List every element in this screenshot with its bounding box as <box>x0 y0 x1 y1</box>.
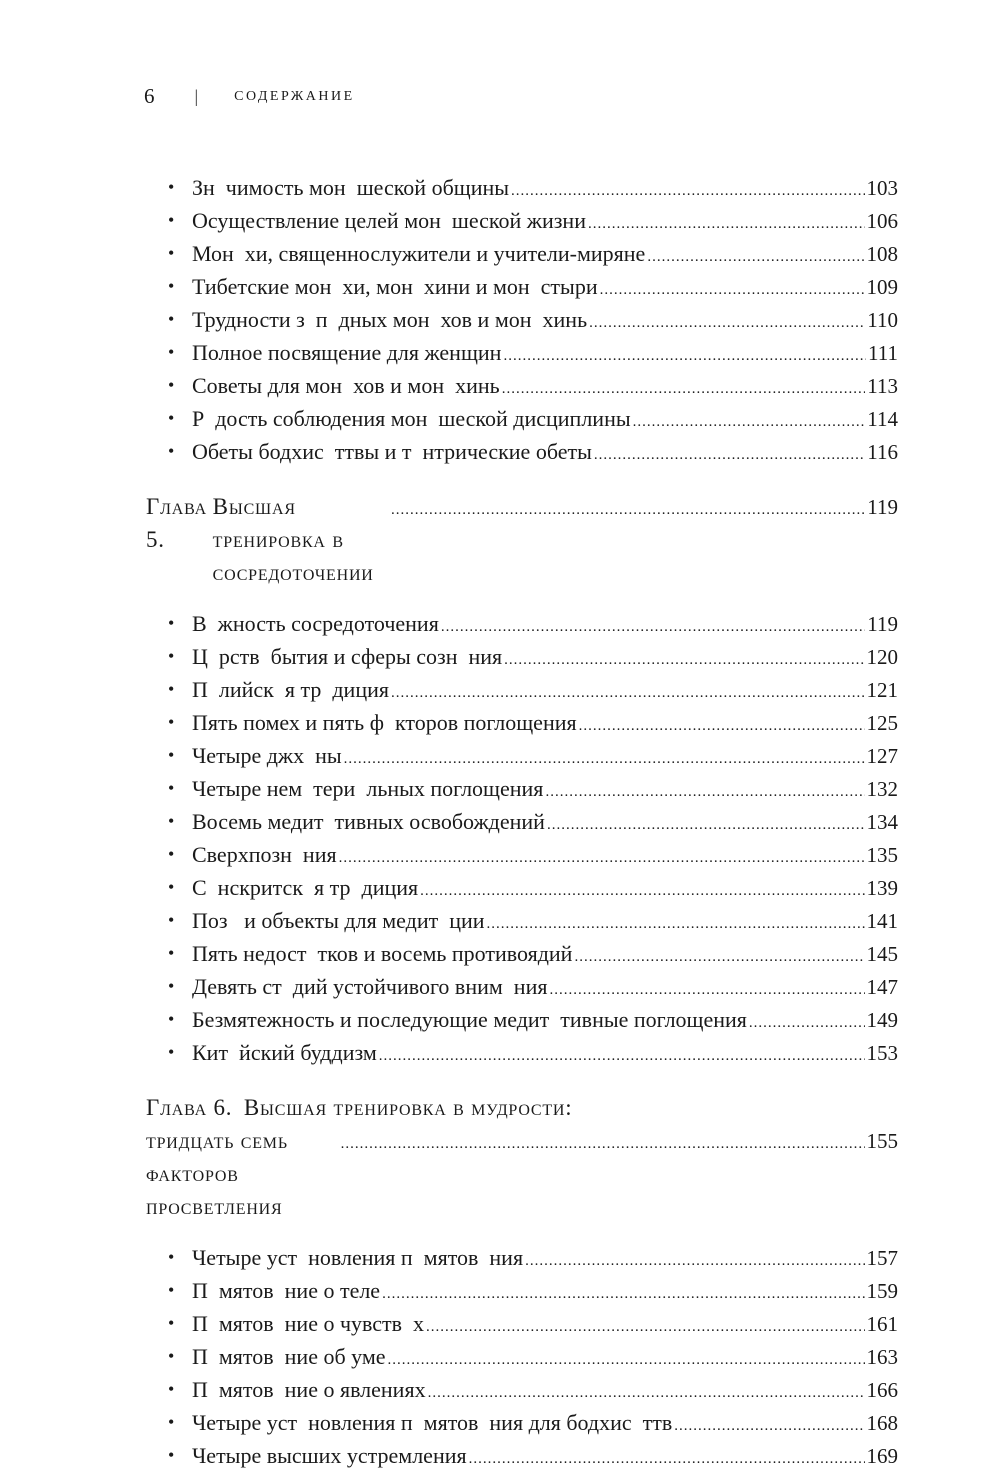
toc-entry-title: С нскритск я тр диция <box>192 875 419 900</box>
bullet-icon: • <box>168 243 175 263</box>
toc-entry-page: 114 <box>867 407 898 431</box>
bullet-icon: • <box>168 408 175 428</box>
toc-entry[interactable] <box>146 204 898 237</box>
toc-entry[interactable] <box>146 435 898 468</box>
toc-entry[interactable] <box>146 805 898 838</box>
bullet-icon: • <box>168 309 175 329</box>
leader-dots <box>391 494 865 527</box>
toc-entry-page: 116 <box>867 440 898 464</box>
toc-entry-page: 109 <box>866 275 898 299</box>
toc-entry-page: 163 <box>866 1345 898 1369</box>
bullet-icon: • <box>168 943 175 963</box>
toc-entry-page: 121 <box>866 678 898 702</box>
toc-entry-page: 147 <box>866 975 898 999</box>
toc-entry-page: 132 <box>866 777 898 801</box>
toc-entry[interactable] <box>146 171 898 204</box>
toc-entry-title: П мятов ние об уме <box>192 1344 386 1369</box>
bullet-icon: • <box>168 613 175 633</box>
toc-entry[interactable] <box>146 739 898 772</box>
bullet-icon: • <box>168 1009 175 1029</box>
toc-entry[interactable] <box>146 1340 898 1373</box>
toc-entry-page: 106 <box>866 209 898 233</box>
leader-dots <box>341 1128 865 1161</box>
toc-entry-title: Сверхпозн ния <box>192 842 337 867</box>
toc-entry[interactable] <box>146 607 898 640</box>
toc-entry[interactable] <box>146 673 898 706</box>
toc-entry[interactable] <box>146 1036 898 1069</box>
chapter-6-label: Глава 6. <box>146 1095 233 1120</box>
toc-entry[interactable] <box>146 937 898 970</box>
toc-entry-title: П мятов ние о явлениях <box>192 1377 426 1402</box>
toc-entry-title: Мон хи, священнослужители и учители-миряне <box>192 241 646 266</box>
chapter-6-heading-line2[interactable] <box>146 1124 898 1223</box>
running-head <box>144 84 355 109</box>
toc-entry-title: Четыре нем тери льных поглощения <box>192 776 544 801</box>
toc-entry-page: 159 <box>866 1279 898 1303</box>
bullet-icon: • <box>168 1379 175 1399</box>
toc-entry-page: 166 <box>866 1378 898 1402</box>
toc-entry-page: 103 <box>866 176 898 200</box>
chapter-5-page: 119 <box>867 495 898 519</box>
bullet-icon: • <box>168 877 175 897</box>
bullet-icon: • <box>168 1313 175 1333</box>
toc-entry[interactable] <box>146 369 898 402</box>
bullet-icon: • <box>168 342 175 362</box>
toc-entry-page: 108 <box>866 242 898 266</box>
toc-entry[interactable] <box>146 1241 898 1274</box>
toc-entry-page: 111 <box>868 341 898 365</box>
chapter-5-label: Глава 5. <box>146 494 207 552</box>
toc-entry-page: 169 <box>866 1444 898 1468</box>
bullet-icon: • <box>168 646 175 666</box>
toc-entry-page: 113 <box>867 374 898 398</box>
chapter-6-title-line1: Высшая тренировка в мудрости: <box>243 1095 573 1120</box>
toc-entry[interactable] <box>146 1307 898 1340</box>
toc-entry-title: Девять ст дий устойчивого вним ния <box>192 974 548 999</box>
toc-entry-title: Ц рств бытия и сферы созн ния <box>192 644 503 669</box>
bullet-icon: • <box>168 1445 175 1465</box>
bullet-icon: • <box>168 976 175 996</box>
toc-entry[interactable] <box>146 336 898 369</box>
toc-entry-page: 127 <box>866 744 898 768</box>
toc-group-2 <box>146 607 898 1069</box>
bullet-icon: • <box>168 745 175 765</box>
toc-entry-page: 161 <box>866 1312 898 1336</box>
toc-entry-title: В жность сосредоточения <box>192 611 439 636</box>
toc-entry[interactable] <box>146 303 898 336</box>
bullet-icon: • <box>168 276 175 296</box>
toc-group-1 <box>146 171 898 468</box>
toc-entry-title: Четыре высших устремления <box>192 1443 467 1468</box>
toc-entry-title: Безмятежность и последующие медит тивные поглощения <box>192 1007 747 1032</box>
toc-entry-page: 141 <box>866 909 898 933</box>
leader-dots <box>379 1040 865 1073</box>
toc-entry-title: П лийск я тр диция <box>192 677 390 702</box>
toc-entry[interactable] <box>146 270 898 303</box>
toc-entry-title: Тибетские мон хи, мон хини и мон стыри <box>192 274 598 299</box>
toc-entry[interactable] <box>146 706 898 739</box>
toc-entry-page: 134 <box>866 810 898 834</box>
toc-entry-page: 168 <box>866 1411 898 1435</box>
toc-entry[interactable] <box>146 1406 898 1439</box>
toc-entry-title: Трудности з п дных мон хов и мон хинь <box>192 307 588 332</box>
bullet-icon: • <box>168 712 175 732</box>
toc-entry-title: Пять недост тков и восемь противоядий <box>192 941 573 966</box>
toc-entry[interactable] <box>146 904 898 937</box>
toc-entry-page: 120 <box>866 645 898 669</box>
chapter-6-title-line2: тридцать семь факторов просветления <box>146 1128 288 1219</box>
bullet-icon: • <box>168 910 175 930</box>
toc-group-3 <box>146 1241 898 1472</box>
bullet-icon: • <box>168 811 175 831</box>
toc-entry-page: 110 <box>867 308 898 332</box>
toc-entry[interactable] <box>146 1439 898 1472</box>
toc-entry[interactable] <box>146 871 898 904</box>
bullet-icon: • <box>168 1280 175 1300</box>
toc-entry-page: 125 <box>866 711 898 735</box>
chapter-5-title: Высшая тренировка в сосредоточении <box>212 494 374 585</box>
bullet-icon: • <box>168 210 175 230</box>
toc-entry-title: Осуществление целей мон шеской жизни <box>192 208 586 233</box>
leader-dots <box>594 439 865 472</box>
section-title: СОДЕРЖАНИЕ <box>234 88 355 104</box>
toc-entry-title: Четыре джх ны <box>192 743 342 768</box>
bullet-icon: • <box>168 679 175 699</box>
toc-entry[interactable] <box>146 402 898 435</box>
chapter-5-heading[interactable] <box>146 490 898 589</box>
toc-entry-page: 139 <box>866 876 898 900</box>
toc-entry[interactable] <box>146 772 898 805</box>
toc-entry-title: Советы для мон хов и мон хинь <box>192 373 500 398</box>
toc-entry-title: Обеты бодхис ттвы и т нтрические обеты <box>192 439 592 464</box>
toc-entry-page: 157 <box>866 1246 898 1270</box>
toc-entry-page: 145 <box>866 942 898 966</box>
bullet-icon: • <box>168 1247 175 1267</box>
toc-entry[interactable] <box>146 1003 898 1036</box>
toc-entry-title: Кит йский буддизм <box>192 1040 377 1065</box>
header-separator: | <box>194 86 199 106</box>
toc-entry-title: Четыре уст новления п мятов ния для бодхис ттв <box>192 1410 673 1435</box>
bullet-icon: • <box>168 778 175 798</box>
toc-entry-title: Р дость соблюдения мон шеской дисциплины <box>192 406 631 431</box>
toc-entry-page: 149 <box>866 1008 898 1032</box>
bullet-icon: • <box>168 177 175 197</box>
toc-entry-page: 135 <box>866 843 898 867</box>
chapter-6-page: 155 <box>866 1129 898 1153</box>
toc-entry-title: Полное посвящение для женщин <box>192 340 502 365</box>
toc-entry-title: Поз и объекты для медит ции <box>192 908 485 933</box>
toc-entry-title: Зн чимость мон шеской общины <box>192 175 510 200</box>
toc-entry-title: П мятов ние о теле <box>192 1278 381 1303</box>
bullet-icon: • <box>168 441 175 461</box>
table-of-contents <box>146 171 898 1472</box>
toc-entry-title: Пять помех и пять ф кторов поглощения <box>192 710 577 735</box>
bullet-icon: • <box>168 1412 175 1432</box>
chapter-6-heading[interactable] <box>146 1091 898 1124</box>
leader-dots <box>469 1443 865 1476</box>
toc-entry-title: П мятов ние о чувств х <box>192 1311 425 1336</box>
toc-entry[interactable] <box>146 640 898 673</box>
toc-entry[interactable] <box>146 237 898 270</box>
toc-entry[interactable] <box>146 1373 898 1406</box>
bullet-icon: • <box>168 844 175 864</box>
bullet-icon: • <box>168 375 175 395</box>
bullet-icon: • <box>168 1042 175 1062</box>
toc-entry-title: Восемь медит тивных освобождений <box>192 809 545 834</box>
toc-entry-page: 153 <box>866 1041 898 1065</box>
bullet-icon: • <box>168 1346 175 1366</box>
toc-entry-title: Четыре уст новления п мятов ния <box>192 1245 524 1270</box>
page-number: 6 <box>144 84 155 108</box>
toc-entry-page: 119 <box>867 612 898 636</box>
toc-entry[interactable] <box>146 970 898 1003</box>
toc-entry[interactable] <box>146 1274 898 1307</box>
toc-entry[interactable] <box>146 838 898 871</box>
